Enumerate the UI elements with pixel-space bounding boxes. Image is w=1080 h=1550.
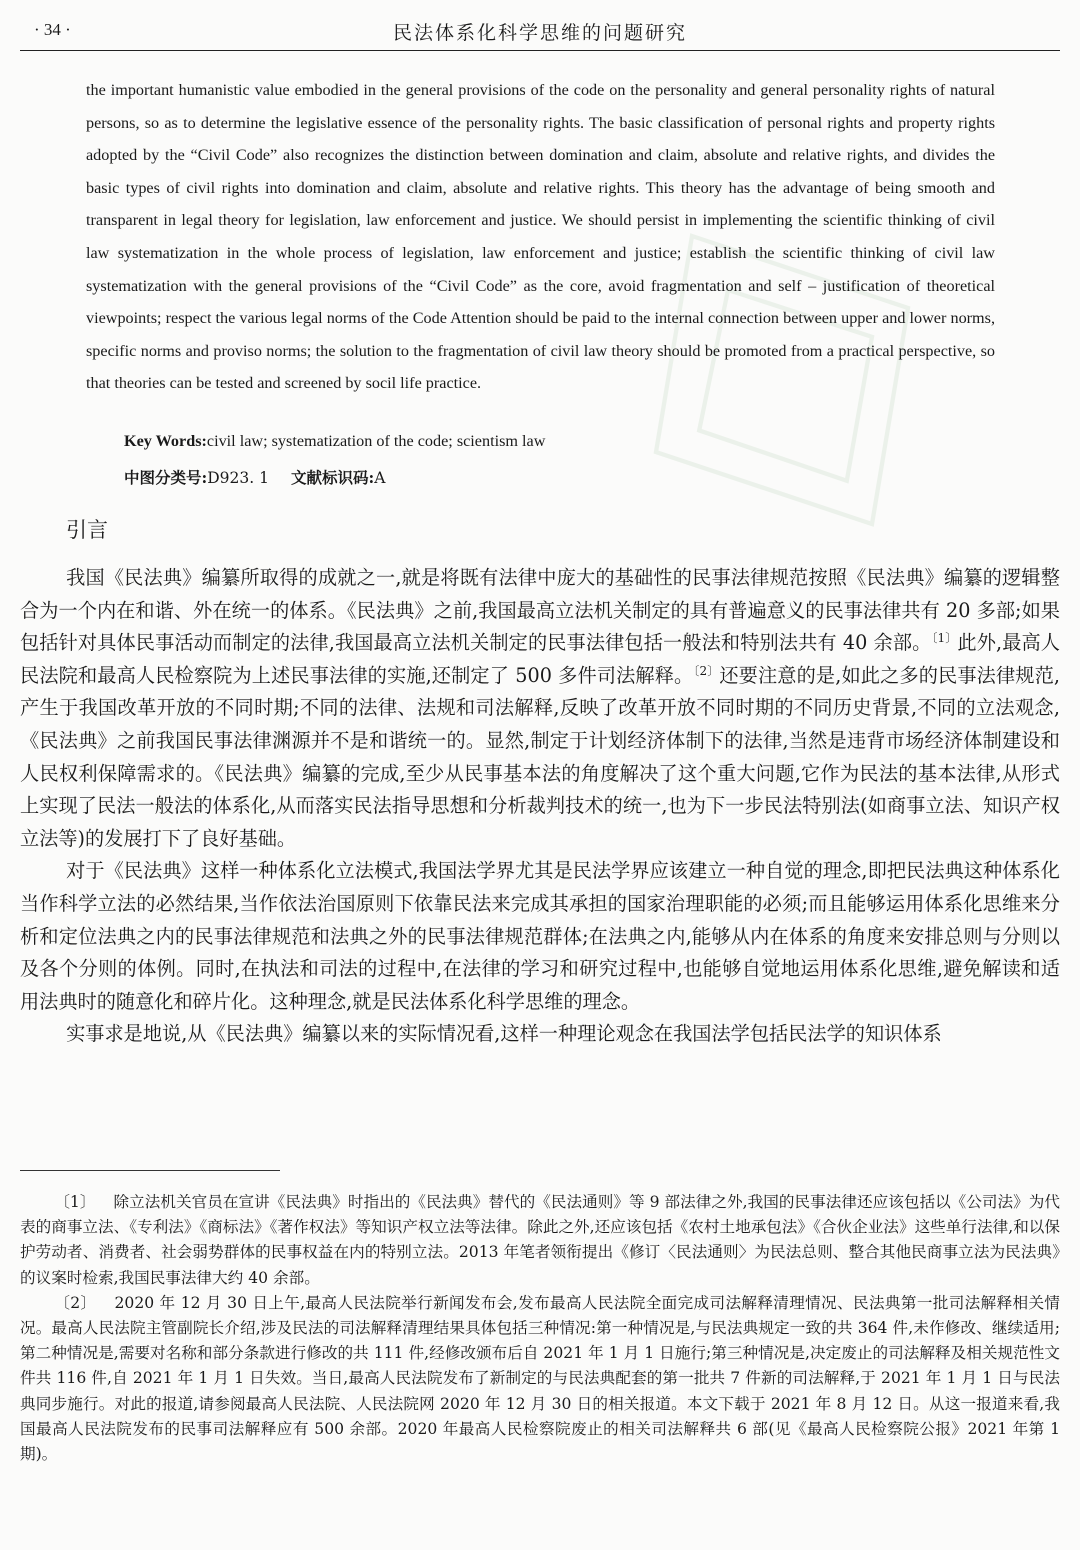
section-title: 引言 [66,518,108,542]
doc-code-value: A [374,469,386,487]
classification-line [124,466,385,488]
body-paragraph-1: 我国《民法典》编纂所取得的成就之一,就是将既有法律中庞大的基础性的民事法律规范按照《民法典》编纂的逻辑整合为一个内在和谐、外在统一的体系。《民法典》之前,我国最高立法机关制定的具有普遍意义的民事法律共有 20 多部;如果包括针对具体民事活动而制定的法律,我国最高立法机关制定的民事法律包括一般法和特别法共有 40 余部。$^{〔1〕}$此外,最高人民法院和最高人民检察院为上述民事法律的实施,还制定了 500 多件司法解释。$^{〔2〕}$还要注意的是,如此之多的民事法律规范,产生于我国改革开放的不同时期;不同的法律、法规和司法解释,反映了改革开放不同时期的不同历史背景,不同的立法观念,《民法典》之前我国民事法律渊源并不是和谐统一的。显然,制定于计划经济体制下的法律,当然是违背市场经济体制建设和人民权利保障需求的。《民法典》编纂的完成,至少从民事基本法的角度解决了这个重大问题,它作为民法的基本法律,从形式上实现了民法一般法的体系化,从而落实民法指导思想和分析裁判技术的统一,也为下一步民法特别法(如商事立法、知识产权立法等)的发展打下了良好基础。 [20,566,1060,850]
keywords-value: civil law; systematization of the code; scientism law [206,432,546,450]
body-text [20,562,1060,1051]
english-abstract: the important humanistic value embodied in the general provisions of the code on the personality and general personality rights of natural persons, so as to determine the legislative essence of the personality rights. The basic classification of personal rights and property rights adopted by the “Civil Code” also recognizes the distinction between domination and claim, absolute and relative rights, and divides the basic types of civil rights into domination and claim, absolute and relative rights. This theory has the advantage of being smooth and transparent in legal theory for legislation, law enforcement and justice. We should persist in implementing the scientific thinking of civil law systematization in the whole process of legislation, law enforcement and justice; establish the scientific thinking of civil law systematization with the general provisions of the “Civil Code” as the core, avoid fragmentation and self – justification of theoretical viewpoints; respect the various legal norms of the Code Attention should be paid to the internal connection between upper and lower norms, specific norms and proviso norms; the solution to the fragmentation of civil law theory should be promoted from a practical perspective, so that theories can be tested and screened by socil life practice. [86,81,995,393]
footnotes [20,1190,1060,1467]
page-number: · 34 · [34,20,71,39]
body-paragraph-2: 对于《民法典》这样一种体系化立法模式,我国法学界尤其是民法学界应该建立一种自觉的理念,即把民法典这种体系化当作科学立法的必然结果,当作依法治国原则下依靠民法来完成其承担的国家治理职能的必须;而且能够运用体系化思维来分析和定位法典之内的民事法律规范和法典之外的民事法律规范群体;在法典之内,能够从内在体系的角度来安排总则与分则以及各个分则的体例。同时,在执法和司法的过程中,在法律的学习和研究过程中,也能够自觉地运用体系化思维,避免解读和适用法典时的随意化和碎片化。这种理念,就是民法体系化科学思维的理念。 [20,859,1060,1013]
footnote-1: 〔1〕 除立法机关官员在宣讲《民法典》时指出的《民法典》替代的《民法通则》等 9 部法律之外,我国的民事法律还应该包括以《公司法》为代表的商事立法、《专利法》《商标法》《著作权法》等知识产权立法等法律。除此之外,还应该包括《农村土地承包法》《合伙企业法》这些单行法律,和以保护劳动者、消费者、社会弱势群体的民事权益在内的特别立法。2013 年笔者领衔提出《修订〈民法通则〉为民法总则、整合其他民商事立法为民法典》的议案时检索,我国民事法律大约 40 余部。 [20,1193,1061,1287]
running-title: 民法体系化科学思维的问题研究 [392,22,687,44]
page-header [20,14,1060,51]
footnote-divider [20,1170,280,1171]
body-paragraph-3: 实事求是地说,从《民法典》编纂以来的实际情况看,这样一种理论观念在我国法学包括民法学的知识体系 [66,1022,942,1046]
clc-label: 中图分类号: [124,468,208,487]
footnote-ref-1[interactable]: 〔1〕 [931,631,958,646]
keywords-label: Key Words: [124,432,207,450]
footnote-2-mark: 〔2〕 [54,1293,97,1312]
footnote-ref-2[interactable]: 〔2〕 [693,663,720,678]
footnote-2: 〔2〕 2020 年 12 月 30 日上午,最高人民法院举行新闻发布会,发布最高人民法院全面完成司法解释清理情况、民法典第一批司法解释相关情况。最高人民法院主管副院长介绍,涉及民法的司法解释清理结果具体包括三种情况:第一种情况是,与民法典规定一致的共 364 件,未作修改、继续适用;第二种情况是,需要对名称和部分条款进行修改的共 111 件,经修改颁布后自 2021 年 1 月 1 日施行;第三种情况是,决定废止的司法解释及相关规范性文件共 116 件,自 2021 年 1 月 1 日失效。当日,最高人民法院发布了新制定的与民法典配套的第一批共 7 件新的司法解释,于 2021 年 1 月 1 日与民法典同步施行。对此的报道,请参阅最高人民法院、人民法院网 2020 年 12 月 30 日的相关报道。本文下载于 2021 年 8 月 12 日。从这一报道来看,我国最高人民法院发布的民事司法解释应有 500 余部。2020 年最高人民检察院废止的相关司法解释共 6 部(见《最高人民检察院公报》2021 年第 1 期)。 [20,1293,1061,1464]
doc-code-label: 文献标识码: [290,468,375,487]
clc-value: D923. 1 [207,469,269,487]
footnote-1-mark: 〔1〕 [54,1193,96,1211]
keywords-line [124,432,545,451]
